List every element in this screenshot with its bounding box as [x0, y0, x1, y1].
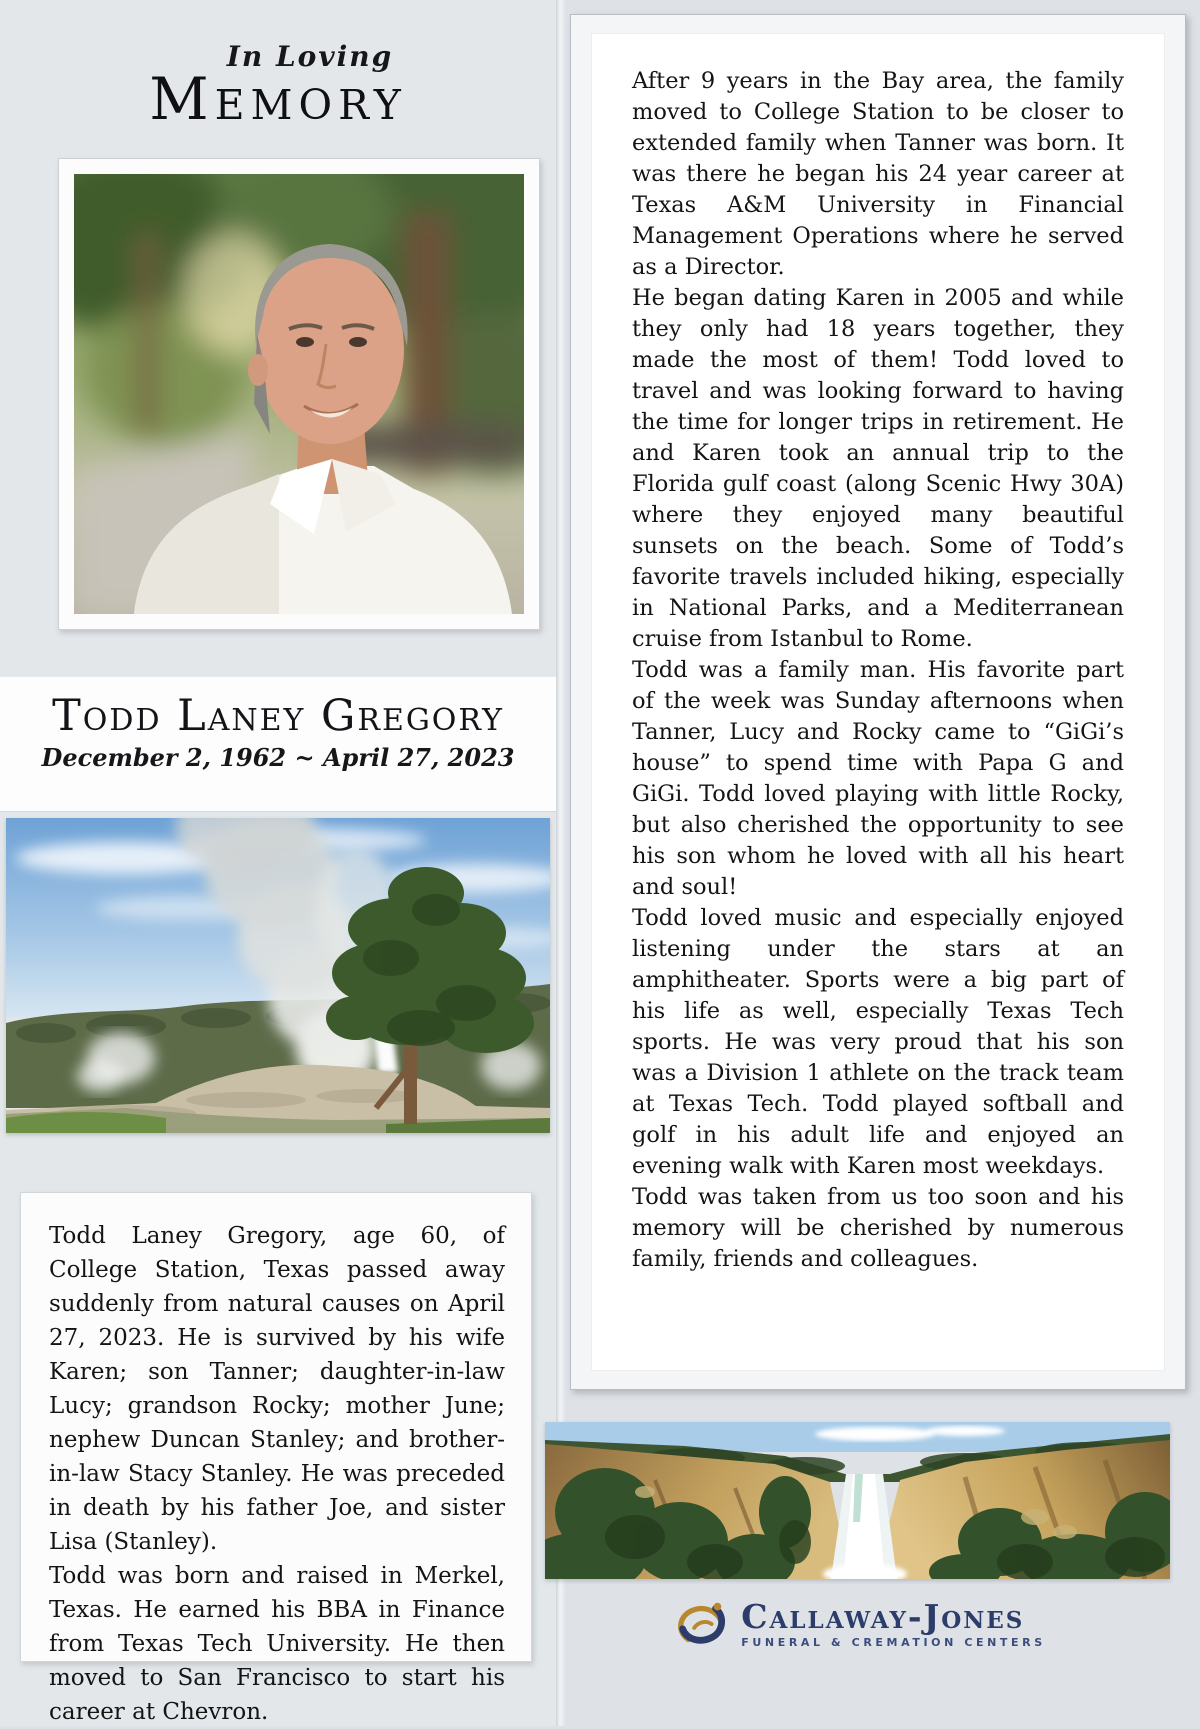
obituary-paragraph: Todd Laney Gregory, age 60, of College Station, Texas passed away suddenly from natural causes on April 27, 2023. He is survived by his wife Karen; son Tanner; daughter-in-law Lucy; grandson Rocky; mother June; nephew Duncan Stanley; and brother-in-law Stacy Stanley. He was preceded in death by his father Joe, and sister Lisa (Stanley). [49, 1223, 505, 1555]
story-paragraph: Todd was a family man. His favorite part of the week was Sunday afternoons when Tanner, Lucy and Rocky came to “GiGi’s house” to spend time with Papa G and GiGi. Todd loved playing with little Rocky, but also cherished the opportunity to see his son whom he loved with all his heart and soul! [632, 657, 1124, 900]
story-paragraph: After 9 years in the Bay area, the family moved to College Station to be closer to extended family when Tanner was born. It was there he began his 24 year career at Texas A&M University in Financial Management Operations where he served as a Director. [632, 68, 1124, 280]
person-dates: December 2, 1962 ~ April 27, 2023 [41, 743, 515, 772]
story-paragraph: Todd was taken from us too soon and his memory will be cherished by numerous family, friends and colleagues. [632, 1184, 1124, 1272]
logo-tagline: FUNERAL & CREMATION CENTERS [741, 1635, 1046, 1649]
life-story-text [591, 33, 1165, 1371]
logo-name: Callaway-Jones [741, 1596, 1025, 1636]
waterfall-photo [545, 1422, 1170, 1579]
logo-text [741, 1596, 1046, 1649]
funeral-home-logo [545, 1596, 1170, 1652]
story-paragraph: He began dating Karen in 2005 and while they only had 18 years together, they made the most of them! Todd loved to travel and was looking forward to having the time for longer trips in retirement. He and Karen took an annual trip to the Florida gulf coast (along Scenic Hwy 30A) where they enjoyed many beautiful sunsets on the beach. Some of Todd’s favorite travels included hiking, especially in National Parks, and a Mediterranean cruise from Istanbul to Rome. [632, 285, 1124, 652]
life-story-card [570, 14, 1186, 1390]
story-paragraph: Todd loved music and especially enjoyed listening under the stars at an amphitheater. Sports were a big part of his life as well, especially Texas Tech sports. He was very proud that his son was a Division 1 athlete on the track team at Texas Tech. Todd played softball and golf in his adult life and enjoyed an evening walk with Karen most weekdays. [632, 905, 1124, 1179]
person-name: Todd Laney Gregory [52, 691, 504, 741]
obituary-paragraph: Todd was born and raised in Merkel, Texas. He earned his BBA in Finance from Texas Tech University. He then moved to San Francisco to start his career at Chevron. [49, 1563, 505, 1725]
portrait-photo-frame [58, 158, 540, 630]
heading-memory: Memory [149, 65, 407, 133]
portrait-photo [74, 174, 524, 614]
name-section [0, 676, 556, 812]
geyser-photo [6, 818, 550, 1133]
obituary-card [20, 1192, 532, 1725]
heading-in-loving: In Loving [226, 40, 394, 73]
page-heading [0, 40, 556, 133]
callaway-jones-swirl-icon [669, 1596, 731, 1652]
